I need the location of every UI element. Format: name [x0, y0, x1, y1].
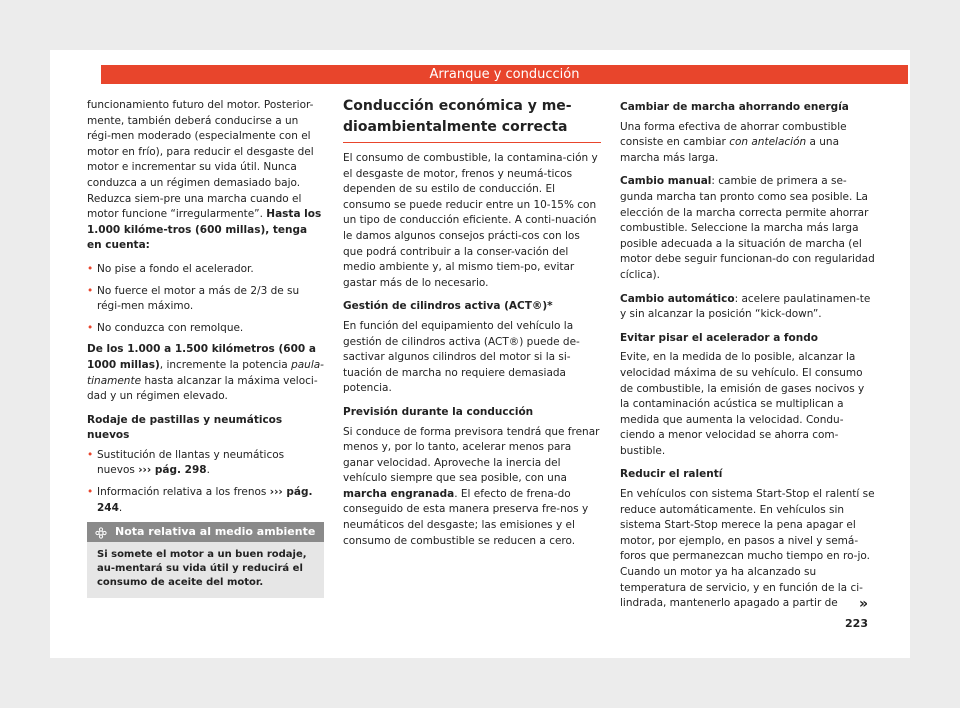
subheading: Evitar pisar el acelerador a fondo	[620, 331, 818, 344]
column-left	[87, 98, 324, 598]
paragraph: Una forma efectiva de ahorrar combustible consiste en cambiar con antelación a una marcha más larga.	[620, 120, 847, 164]
paragraph: funcionamiento futuro del motor. Posterior-mente, también deberá conducirse a un régi-men moderado (especialmente con el motor en frío), para reducir el desgaste del motor e incrementar su vida útil. Nunca conduzca a un régimen demasiado bajo. Reduzca siem-pre una marcha cuando el motor funcione “irregularmente”. Hasta los 1.000 kilóme-tros (600 millas), tenga en cuenta:	[87, 99, 322, 252]
paragraph: Cambio manual: cambie de primera a se-gunda marcha tan pronto como sea posible. La elección de la marcha correcta permite ahorrar combustible. Seleccione la marcha más larga posible adecuada a la situación de marcha (el motor debe seguir funcionan-do con regularidad cíclica).	[620, 175, 875, 281]
page-link[interactable]: ››› pág. 298	[138, 464, 207, 477]
paragraph: En función del equipamiento del vehículo la gestión de cilindros activa (ACT®) puede de-sactivar algunos cilindros del motor si la si-tuación de marcha no requiere demasiada potencia.	[343, 319, 580, 395]
bullet-item: • Información relativa a los frenos ››› pág. 244.	[87, 486, 313, 514]
subheading: Rodaje de pastillas y neumáticos nuevos	[87, 413, 283, 442]
note-body: Si somete el motor a un buen rodaje, au-mentará su vida útil y reducirá el consumo de aceite del motor.	[97, 549, 307, 589]
paragraph: Si conduce de forma previsora tendrá que frenar menos y, por lo tanto, acelerar menos para ganar velocidad. Aproveche la inercia del vehículo siempre que sea posible, con una marcha engranada. El efecto de frena-do conseguido de esta manera preserva fre-nos y neumáticos del desgaste; las emisiones y el consumo de combustible se reducen a cero.	[343, 425, 600, 547]
bullet-icon: •	[87, 448, 94, 461]
leaf-icon	[95, 526, 107, 538]
page-link[interactable]: ››› pág. 244	[97, 486, 313, 514]
subheading: Gestión de cilindros activa (ACT®)*	[343, 300, 553, 313]
note-header	[87, 522, 324, 542]
paragraph: En vehículos con sistema Start-Stop el ralentí se reduce automáticamente. En vehículos sin sistema Start-Stop merece la pena apagar el motor, por ejemplo, en pasos a nivel y semá-foros que permanezcan mucho tiempo en ro-jo. Cuando un motor ya ha alcanzado su temperatura de servicio, y en función de la ci-lindrada, mantenerlo apagado a partir de	[620, 488, 875, 610]
section-title: Conducción económica y me-dioambientalmente correcta	[343, 96, 601, 143]
paragraph: Evite, en la medida de lo posible, alcanzar la velocidad máxima de su vehículo. El consumo de combustible, la emisión de gases nocivos y la contaminación acústica se multiplican a medida que aumenta la velocidad. Condu-ciendo a menor velocidad se ahorra com-bustible.	[620, 351, 865, 457]
subheading: Reducir el ralentí	[620, 468, 723, 481]
bullet-icon: •	[87, 284, 94, 297]
subheading: Cambiar de marcha ahorrando energía	[620, 101, 849, 113]
environment-note	[87, 522, 324, 598]
continue-marker: »	[858, 596, 868, 612]
bullet-icon: •	[87, 262, 94, 275]
chapter-header: Arranque y conducción	[101, 65, 908, 84]
column-middle	[343, 96, 601, 557]
bullet-icon: •	[87, 321, 94, 334]
bullet-item: • No fuerce el motor a más de 2/3 de su régi-men máximo.	[87, 284, 300, 313]
bullet-item: • No conduzca con remolque.	[87, 321, 324, 337]
page	[50, 50, 910, 658]
paragraph: De los 1.000 a 1.500 kilómetros (600 a 1000 millas), incremente la potencia paula-tinamente hasta alcanzar la máxima veloci-dad y un régimen elevado.	[87, 343, 324, 403]
bullet-icon: •	[87, 486, 94, 499]
paragraph: El consumo de combustible, la contamina-ción y el desgaste de motor, frenos y neumá-ticos dependen de su estilo de conducción. El consumo se puede reducir entre un 10-15% con un tipo de conducción eficiente. A conti-nuación le damos algunos consejos prácti-cos con los que podrá contribuir a la conser-vación del medio ambiente y, al mismo tiem-po, evitar gastar más de lo necesario.	[343, 152, 598, 289]
note-title: Nota relativa al medio ambiente	[115, 525, 316, 539]
column-right	[620, 98, 876, 620]
bullet-item: • Sustitución de llantas y neumáticos nuevos ››› pág. 298.	[87, 448, 285, 477]
bullet-item: • No pise a fondo el acelerador.	[87, 262, 324, 278]
paragraph: Cambio automático: acelere paulatinamen-te y sin alcanzar la posición “kick-down”.	[620, 292, 871, 321]
subheading: Previsión durante la conducción	[343, 405, 534, 418]
page-number: 223	[845, 617, 868, 630]
